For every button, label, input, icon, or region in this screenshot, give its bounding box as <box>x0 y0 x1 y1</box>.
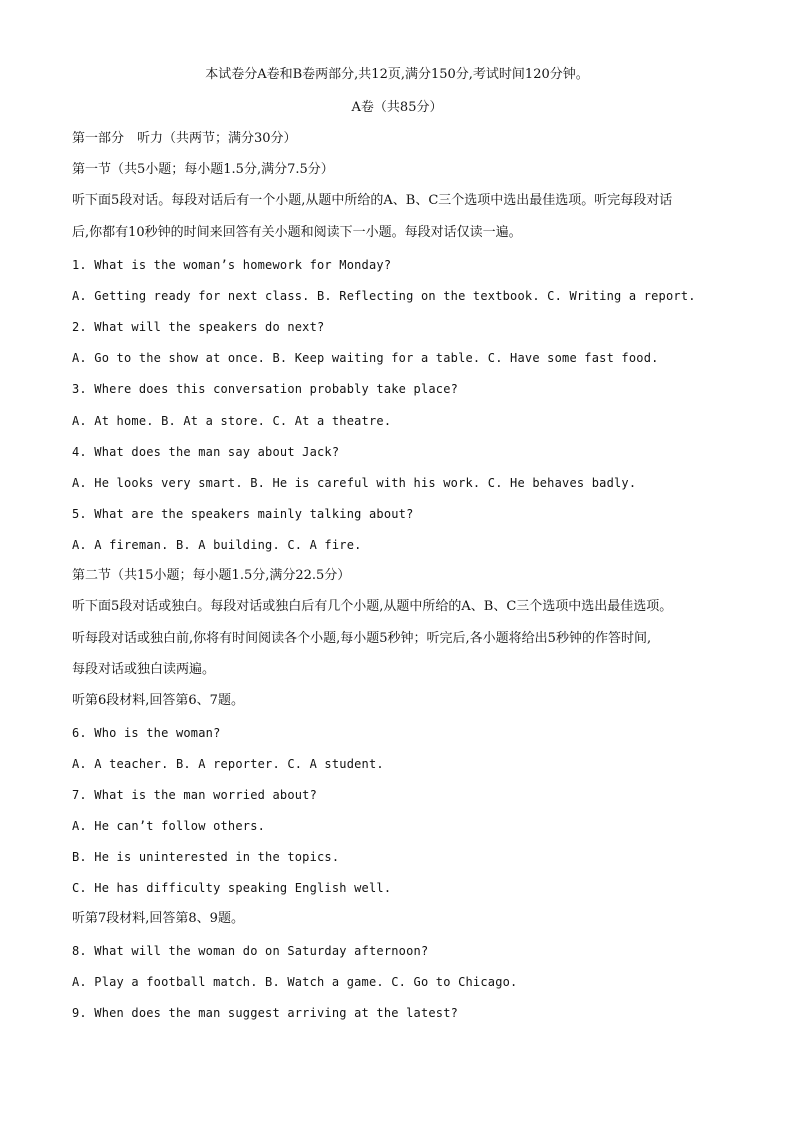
section1-title: 第一节（共5小题；每小题1.5分,满分7.5分） <box>72 162 334 177</box>
question-4: 4. What does the man say about Jack? <box>72 445 340 459</box>
volume-a-title: A卷（共85分） <box>351 100 443 115</box>
section2-instructions-line3: 每段对话或独白读两遍。 <box>72 662 216 677</box>
question-7-option-b: B. He is uninterested in the topics. <box>72 850 340 864</box>
question-5: 5. What are the speakers mainly talking about? <box>72 507 414 521</box>
question-7-option-a: A. He can’t follow others. <box>72 819 266 833</box>
question-2-options: A. Go to the show at once. B. Keep waiting for a table. C. Have some fast food. <box>72 351 659 365</box>
part1-title: 第一部分 听力（共两节；满分30分） <box>72 131 297 146</box>
question-9: 9. When does the man suggest arriving at the latest? <box>72 1006 459 1020</box>
question-2: 2. What will the speakers do next? <box>72 320 325 334</box>
question-4-options: A. He looks very smart. B. He is careful with his work. C. He behaves badly. <box>72 476 637 490</box>
question-6-options: A. A teacher. B. A reporter. C. A student. <box>72 757 384 771</box>
exam-intro: 本试卷分A卷和B卷两部分,共12页,满分150分,考试时间120分钟。 <box>205 67 589 82</box>
question-3-options: A. At home. B. At a store. C. At a theatre. <box>72 414 392 428</box>
material-7-heading: 听第7段材料,回答第8、9题。 <box>72 911 244 926</box>
question-6: 6. Who is the woman? <box>72 726 221 740</box>
question-7: 7. What is the man worried about? <box>72 788 318 802</box>
section1-instructions-line1: 听下面5段对话。每段对话后有一个小题,从题中所给的A、B、C三个选项中选出最佳选项。听完每段对话 <box>72 193 673 208</box>
question-3: 3. Where does this conversation probably take place? <box>72 382 459 396</box>
question-5-options: A. A fireman. B. A building. C. A fire. <box>72 538 362 552</box>
question-7-option-c: C. He has difficulty speaking English well. <box>72 881 392 895</box>
material-6-heading: 听第6段材料,回答第6、7题。 <box>72 693 244 708</box>
question-8: 8. What will the woman do on Saturday afternoon? <box>72 944 429 958</box>
section2-instructions-line2: 听每段对话或独白前,你将有时间阅读各个小题,每小题5秒钟；听完后,各小题将给出5秒钟的作答时间, <box>72 631 652 646</box>
question-1: 1. What is the woman’s homework for Monday? <box>72 258 392 272</box>
question-1-options: A. Getting ready for next class. B. Reflecting on the textbook. C. Writing a report. <box>72 289 696 303</box>
section1-instructions-line2: 后,你都有10秒钟的时间来回答有关小题和阅读下一小题。每段对话仅读一遍。 <box>72 225 522 240</box>
question-8-options: A. Play a football match. B. Watch a game. C. Go to Chicago. <box>72 975 518 989</box>
section2-instructions-line1: 听下面5段对话或独白。每段对话或独白后有几个小题,从题中所给的A、B、C三个选项中选出最佳选项。 <box>72 599 673 614</box>
section2-title: 第二节（共15小题；每小题1.5分,满分22.5分） <box>72 568 351 583</box>
